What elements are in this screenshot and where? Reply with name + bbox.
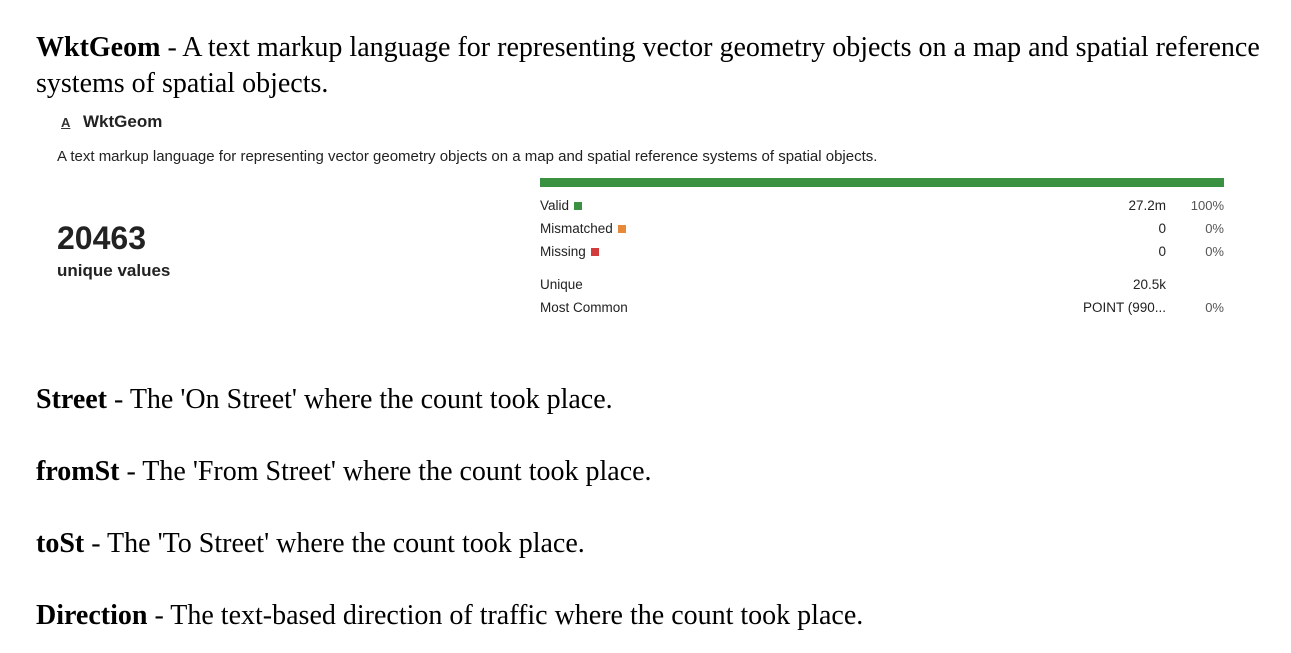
stat-label-mismatched: Mismatched (540, 221, 626, 236)
stat-pct-most-common: 0% (1205, 300, 1224, 315)
validity-bar-fill (540, 178, 1224, 187)
stat-row-valid (540, 198, 1224, 216)
paragraph-term: Direction (36, 600, 148, 631)
paragraph-text: - The text-based direction of traffic where the count took place. (147, 600, 864, 631)
stat-label-most-common: Most Common (540, 300, 628, 315)
direction-paragraph (36, 598, 863, 634)
unique-label: unique values (57, 261, 171, 280)
stat-label-missing: Missing (540, 244, 599, 259)
stat-pct-mismatched: 0% (1205, 221, 1224, 236)
stat-value-missing: 0 (1158, 244, 1166, 259)
wktgeom-paragraph (36, 30, 1266, 102)
stat-row-unique (540, 277, 1224, 295)
stat-label-valid: Valid (540, 198, 582, 213)
paragraph-text: - A text markup language for representing vector geometry objects on a map and spatial reference systems of spatial objects. (36, 32, 1260, 99)
paragraph-text: - The 'On Street' where the count took place. (107, 384, 613, 415)
stat-row-most-common (540, 300, 1224, 318)
paragraph-term: Street (36, 384, 107, 415)
street-paragraph (36, 382, 613, 418)
missing-swatch (591, 248, 599, 256)
stat-row-mismatched (540, 221, 1224, 239)
stat-value-valid: 27.2m (1128, 198, 1166, 213)
stat-row-missing (540, 244, 1224, 262)
paragraph-text: - The 'From Street' where the count took place. (119, 456, 652, 487)
valid-swatch (574, 202, 582, 210)
stat-value-mismatched: 0 (1158, 221, 1166, 236)
paragraph-term: WktGeom (36, 32, 161, 63)
column-header (61, 112, 162, 132)
paragraph-text: - The 'To Street' where the count took place. (84, 528, 585, 559)
column-description: A text markup language for representing vector geometry objects on a map and spatial reference systems of spatial objects. (57, 148, 878, 165)
column-summary-card (0, 110, 1291, 330)
paragraph-term: fromSt (36, 456, 120, 487)
stat-pct-missing: 0% (1205, 244, 1224, 259)
stat-label-unique: Unique (540, 277, 583, 292)
text-type-icon: A (61, 114, 71, 130)
mismatched-swatch (618, 225, 626, 233)
unique-count: 20463 (57, 220, 146, 256)
tost-paragraph (36, 526, 585, 562)
stat-value-unique: 20.5k (1132, 277, 1166, 292)
stat-pct-valid: 100% (1190, 198, 1224, 213)
stat-value-most-common: POINT (990... (1082, 300, 1166, 315)
fromst-paragraph (36, 454, 652, 490)
validity-bar (540, 178, 1224, 187)
paragraph-term: toSt (36, 528, 85, 559)
column-name: WktGeom (83, 112, 163, 131)
